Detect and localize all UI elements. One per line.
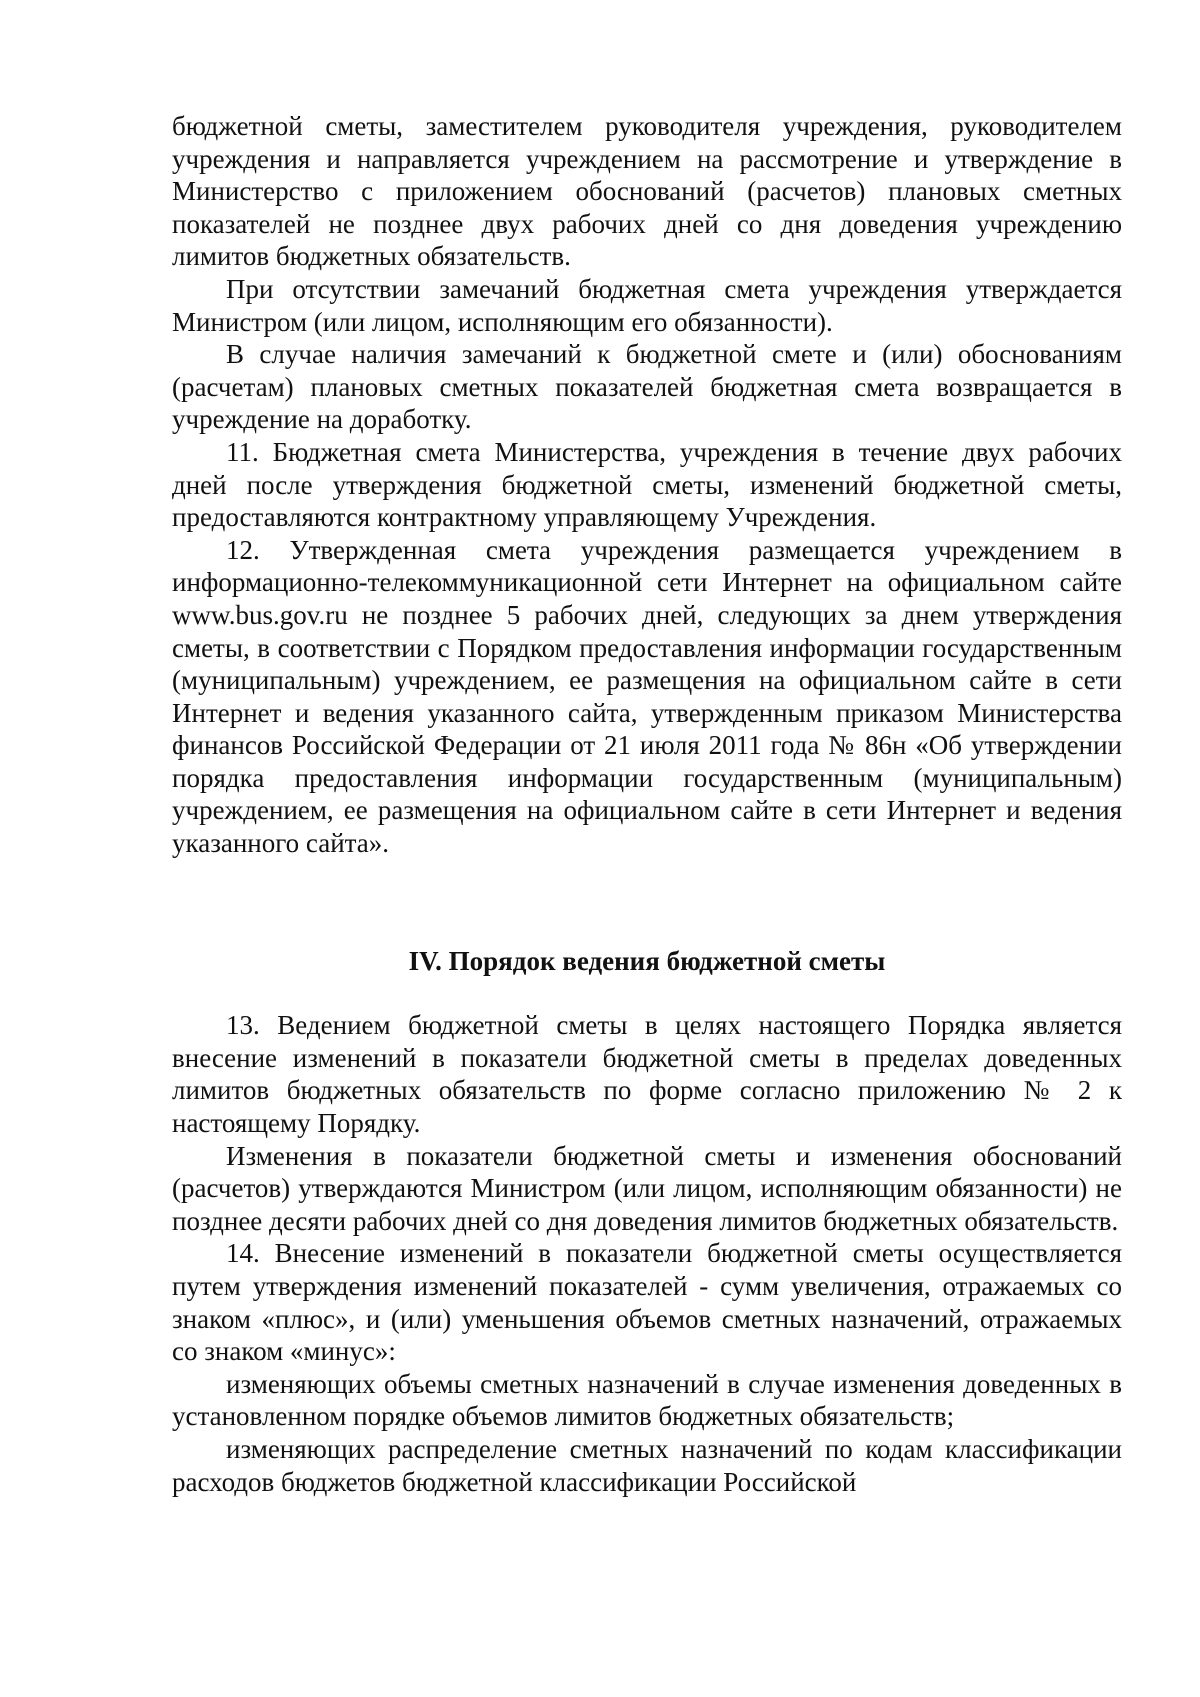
paragraph-item-12: 12. Утвержденная смета учреждения размещается учреждением в информационно-телекоммуникационной сети Интернет на официальном сайте www.bus.gov.ru не позднее 5 рабочих дней, следующих за днем утверждения сметы, в соответствии с Порядком предоставления информации государственным (муниципальным) учреждением, ее размещения на официальном сайте в сети Интернет и ведения указанного сайта, утвержденным приказом Министерства финансов Российской Федерации от 21 июля 2011 года № 86н «Об утверждении порядка предоставления информации государственным (муниципальным) учреждением, ее размещения на официальном сайте в сети Интернет и ведения указанного сайта».	[172, 534, 1122, 859]
section-heading: IV. Порядок ведения бюджетной сметы	[408, 945, 886, 976]
paragraph-continuation: бюджетной сметы, заместителем руководителя учреждения, руководителем учреждения и направляется учреждением на рассмотрение и утверждение в Министерство с приложением обоснований (расчетов) плановых сметных показателей не позднее двух рабочих дней со дня доведения учреждению лимитов бюджетных обязательств.	[172, 111, 1122, 272]
paragraph-with-remarks: В случае наличия замечаний к бюджетной смете и (или) обоснованиям (расчетам) плановых сметных показателей бюджетная смета возвращается в учреждение на доработку.	[172, 339, 1122, 435]
paragraph-item-14: 14. Внесение изменений в показатели бюджетной сметы осуществляется путем утверждения изменений показателей - сумм увеличения, отражаемых со знаком «плюс», и (или) уменьшения объемов сметных назначений, отражаемых со знаком «минус»:	[172, 1238, 1122, 1367]
paragraph-item-11: 11. Бюджетная смета Министерства, учреждения в течение двух рабочих дней после утверждения бюджетной сметы, изменений бюджетной сметы, предоставляются контрактному управляющему Учреждения.	[172, 436, 1122, 533]
spacer	[172, 977, 1122, 1009]
spacer	[172, 860, 1122, 945]
paragraph-changing-distribution: изменяющих распределение сметных назначений по кодам классификации расходов бюджетов бюджетной классификации Российской	[172, 1433, 1122, 1497]
paragraph-no-remarks: При отсутствии замечаний бюджетная смета учреждения утверждается Министром (или лицом, исполняющим его обязанности).	[172, 273, 1122, 337]
document-page	[172, 110, 1122, 1498]
paragraph-changes-approval: Изменения в показатели бюджетной сметы и изменения обоснований (расчетов) утверждаются Министром (или лицом, исполняющим обязанности) не позднее десяти рабочих дней со дня доведения лимитов бюджетных обязательств.	[172, 1140, 1122, 1236]
paragraph-item-13: 13. Ведением бюджетной сметы в целях настоящего Порядка является внесение изменений в показатели бюджетной сметы в пределах доведенных лимитов бюджетных обязательств по форме согласно приложению № 2 к настоящему Порядку.	[172, 1010, 1122, 1139]
paragraph-changing-volumes: изменяющих объемы сметных назначений в случае изменения доведенных в установленном порядке объемов лимитов бюджетных обязательств;	[172, 1368, 1122, 1432]
